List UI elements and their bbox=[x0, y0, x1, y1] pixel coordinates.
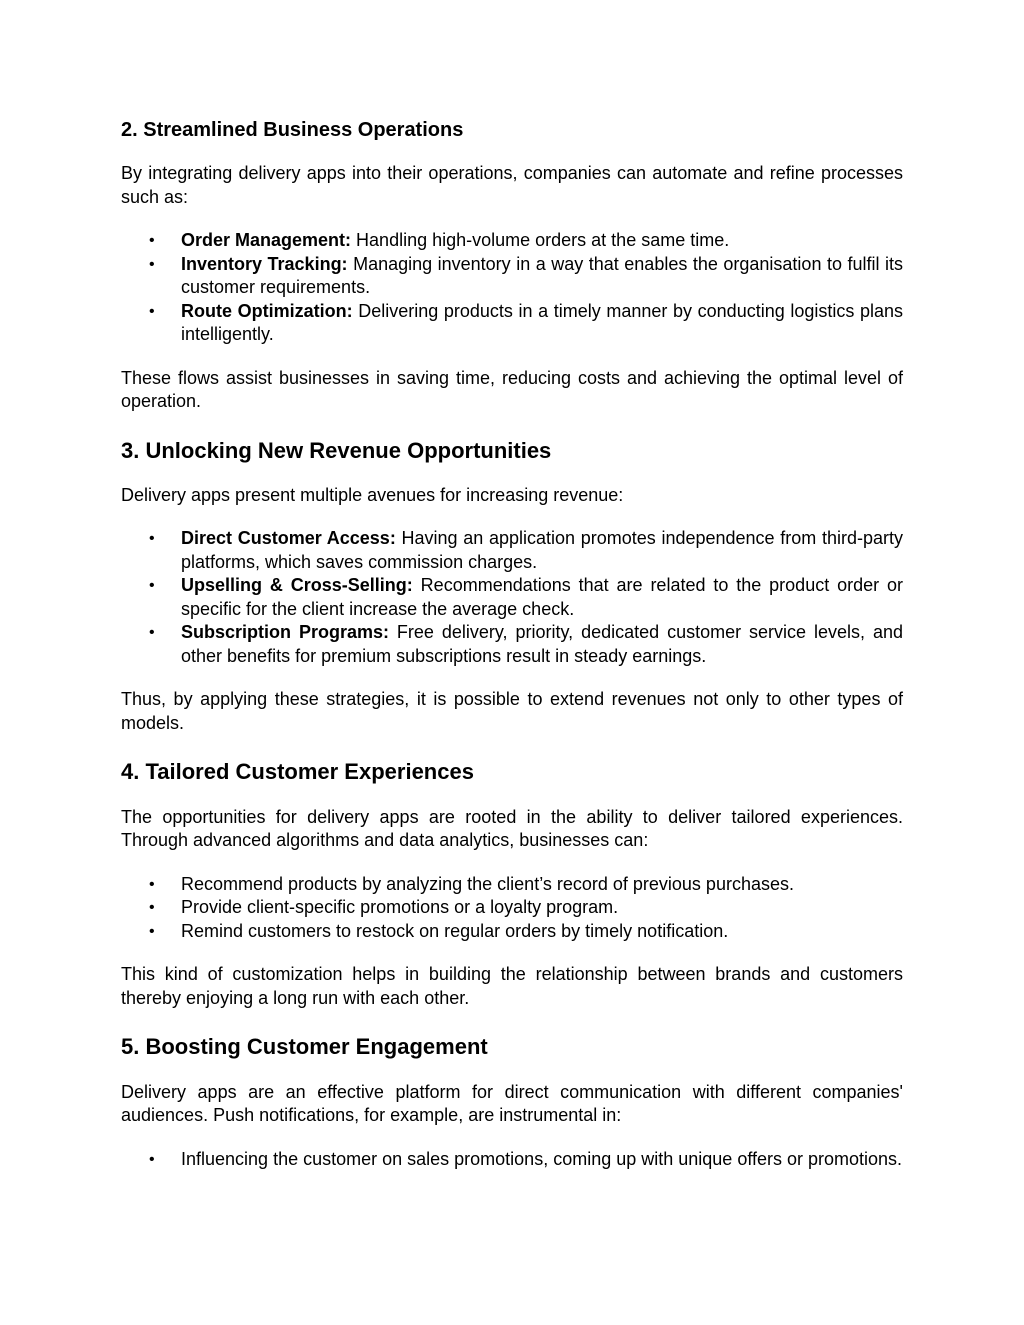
item-term: Subscription Programs: bbox=[181, 622, 389, 643]
section-revenue-opportunities bbox=[121, 438, 903, 736]
bullet-list bbox=[121, 873, 903, 944]
item-text: Free delivery, priority, dedicated customer service levels, and other benefits for premium subscriptions result in steady earnings. bbox=[181, 622, 903, 666]
item-text: Recommendations that are related to the product order or specific for the client increase the average check. bbox=[181, 575, 903, 619]
item-text: Recommend products by analyzing the client’s record of previous purchases. bbox=[181, 873, 794, 894]
item-text: Delivering products in a timely manner by conducting logistics plans intelligently. bbox=[181, 300, 904, 344]
bullet-icon: • bbox=[149, 922, 155, 940]
list-item bbox=[121, 300, 903, 347]
item-text: Provide client-specific promotions or a loyalty program. bbox=[181, 897, 619, 918]
bullet-icon: • bbox=[149, 899, 155, 917]
bullet-icon: • bbox=[149, 530, 155, 548]
section-heading: 2. Streamlined Business Operations bbox=[121, 119, 464, 141]
bullet-icon: • bbox=[149, 255, 155, 273]
bullet-list bbox=[121, 229, 903, 347]
item-text: Handling high-volume orders at the same time. bbox=[351, 230, 730, 250]
section-streamlined-operations bbox=[121, 118, 903, 414]
section-heading: 3. Unlocking New Revenue Opportunities bbox=[121, 437, 552, 463]
item-term: Route Optimization: bbox=[181, 300, 353, 321]
item-term: Inventory Tracking: bbox=[181, 253, 348, 274]
section-conclusion: This kind of customization helps in building the relationship between brands and customers thereby enjoying a long run with each other. bbox=[121, 964, 903, 1008]
list-item bbox=[121, 1148, 903, 1172]
bullet-icon: • bbox=[149, 232, 155, 249]
list-item bbox=[121, 574, 903, 621]
bullet-icon: • bbox=[149, 577, 155, 595]
section-customer-engagement bbox=[121, 1034, 903, 1171]
section-intro: The opportunities for delivery apps are rooted in the ability to deliver tailored experiences. Through advanced algorithms and data analytics, businesses can: bbox=[121, 806, 903, 851]
section-conclusion: These flows assist businesses in saving time, reducing costs and achieving the optimal level of operation. bbox=[121, 367, 903, 411]
item-text: Having an application promotes independence from third-party platforms, which saves commission charges. bbox=[181, 528, 903, 572]
item-term: Upselling & Cross-Selling: bbox=[181, 575, 413, 596]
section-tailored-experiences bbox=[121, 759, 903, 1010]
bullet-icon: • bbox=[149, 302, 155, 320]
list-item bbox=[121, 896, 903, 920]
section-intro: Delivery apps present multiple avenues for increasing revenue: bbox=[121, 484, 624, 505]
section-conclusion: Thus, by applying these strategies, it is possible to extend revenues not only to other types of models. bbox=[121, 689, 903, 733]
bullet-list bbox=[121, 1148, 903, 1172]
list-item bbox=[121, 253, 903, 300]
bullet-icon: • bbox=[149, 1150, 155, 1168]
bullet-icon: • bbox=[149, 875, 155, 893]
list-item bbox=[121, 920, 903, 944]
item-text: Influencing the customer on sales promotions, coming up with unique offers or promotions. bbox=[181, 1148, 903, 1169]
section-heading: 4. Tailored Customer Experiences bbox=[121, 759, 474, 785]
section-heading: 5. Boosting Customer Engagement bbox=[121, 1034, 488, 1060]
item-term: Order Management: bbox=[181, 230, 352, 250]
list-item bbox=[121, 527, 903, 574]
bullet-list bbox=[121, 527, 903, 668]
item-term: Direct Customer Access: bbox=[181, 528, 396, 549]
item-text: Remind customers to restock on regular orders by timely notification. bbox=[181, 920, 729, 941]
list-item bbox=[121, 229, 903, 253]
section-intro: By integrating delivery apps into their operations, companies can automate and refine processes such as: bbox=[121, 163, 903, 207]
item-text: Managing inventory in a way that enables the organisation to fulfil its customer requirements. bbox=[181, 253, 904, 297]
bullet-icon: • bbox=[149, 624, 155, 642]
section-intro: Delivery apps are an effective platform for direct communication with different companies' audiences. Push notifications, for example, are instrumental in: bbox=[121, 1081, 903, 1126]
list-item bbox=[121, 873, 903, 897]
list-item bbox=[121, 621, 903, 668]
